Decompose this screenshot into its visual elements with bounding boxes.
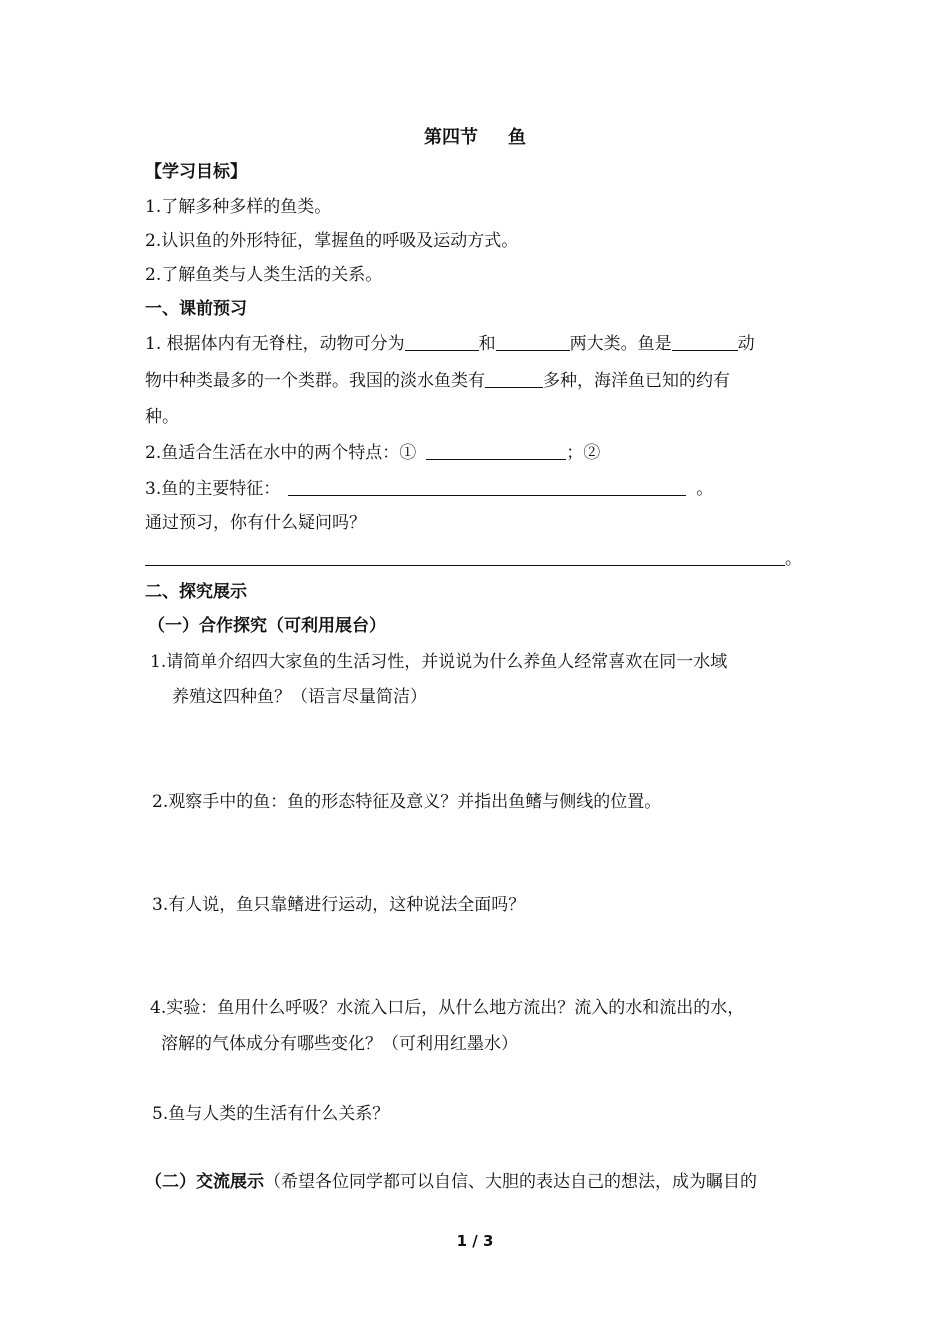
explore-item-4-cont: 溶解的气体成分有哪些变化？（可利用红墨水）: [161, 1034, 518, 1054]
objectives-heading: 【学习目标】: [145, 162, 247, 182]
page-number: 1 / 3: [456, 1232, 494, 1250]
explore-item-4: 4.实验：鱼用什么呼吸？水流入口后，从什么地方流出？流入的水和流出的水，: [150, 998, 745, 1018]
fill-blank[interactable]: [426, 443, 566, 460]
title-topic: 鱼: [508, 127, 526, 148]
page-title: [0, 127, 950, 149]
explore-item-3: 3.有人说，鱼只靠鳍进行运动，这种说法全面吗？: [152, 895, 526, 915]
answer-line[interactable]: 。: [145, 548, 802, 570]
preview-question-1-cont: 物中种类最多的一个类群。我国的淡水鱼类有 多种，海洋鱼已知的约有: [145, 371, 730, 391]
fill-blank[interactable]: [405, 334, 479, 351]
explore-subheading-2: （二）交流展示（希望各位同学都可以自信、大胆的表达自己的想法，成为瞩目的: [145, 1172, 757, 1192]
preview-heading: 一、课前预习: [145, 299, 247, 319]
preview-question-3: 3.鱼的主要特征： 。: [145, 479, 714, 499]
preview-question-1: 1. 根据体内有无脊柱，动物可分为 和 两大类。鱼是 动: [145, 334, 755, 354]
explore-item-1-cont: 养殖这四种鱼？（语言尽量简洁）: [172, 687, 427, 707]
preview-question-1-end: 种。: [145, 407, 179, 427]
fill-blank[interactable]: [145, 549, 785, 566]
question-prompt: 通过预习，你有什么疑问吗？: [145, 513, 366, 533]
explore-item-5: 5.鱼与人类的生活有什么关系？: [152, 1104, 390, 1124]
explore-heading: 二、探究展示: [145, 582, 247, 602]
preview-question-2: 2.鱼适合生活在水中的两个特点：① ；②: [145, 443, 601, 463]
explore-item-1: 1.请简单介绍四大家鱼的生活习性，并说说为什么养鱼人经常喜欢在同一水域: [150, 652, 728, 672]
objective-item: 2.了解鱼类与人类生活的关系。: [145, 265, 383, 285]
title-section: 第四节: [424, 127, 478, 148]
fill-blank[interactable]: [485, 371, 543, 388]
fill-blank[interactable]: [496, 334, 570, 351]
objective-item: 1.了解多种多样的鱼类。: [145, 197, 332, 217]
fill-blank[interactable]: [288, 479, 686, 496]
fill-blank[interactable]: [672, 334, 738, 351]
objective-item: 2.认识鱼的外形特征，掌握鱼的呼吸及运动方式。: [145, 231, 519, 251]
explore-subheading-1: （一）合作探究（可利用展台）: [148, 616, 386, 636]
explore-item-2: 2.观察手中的鱼：鱼的形态特征及意义？并指出鱼鳍与侧线的位置。: [152, 792, 662, 812]
